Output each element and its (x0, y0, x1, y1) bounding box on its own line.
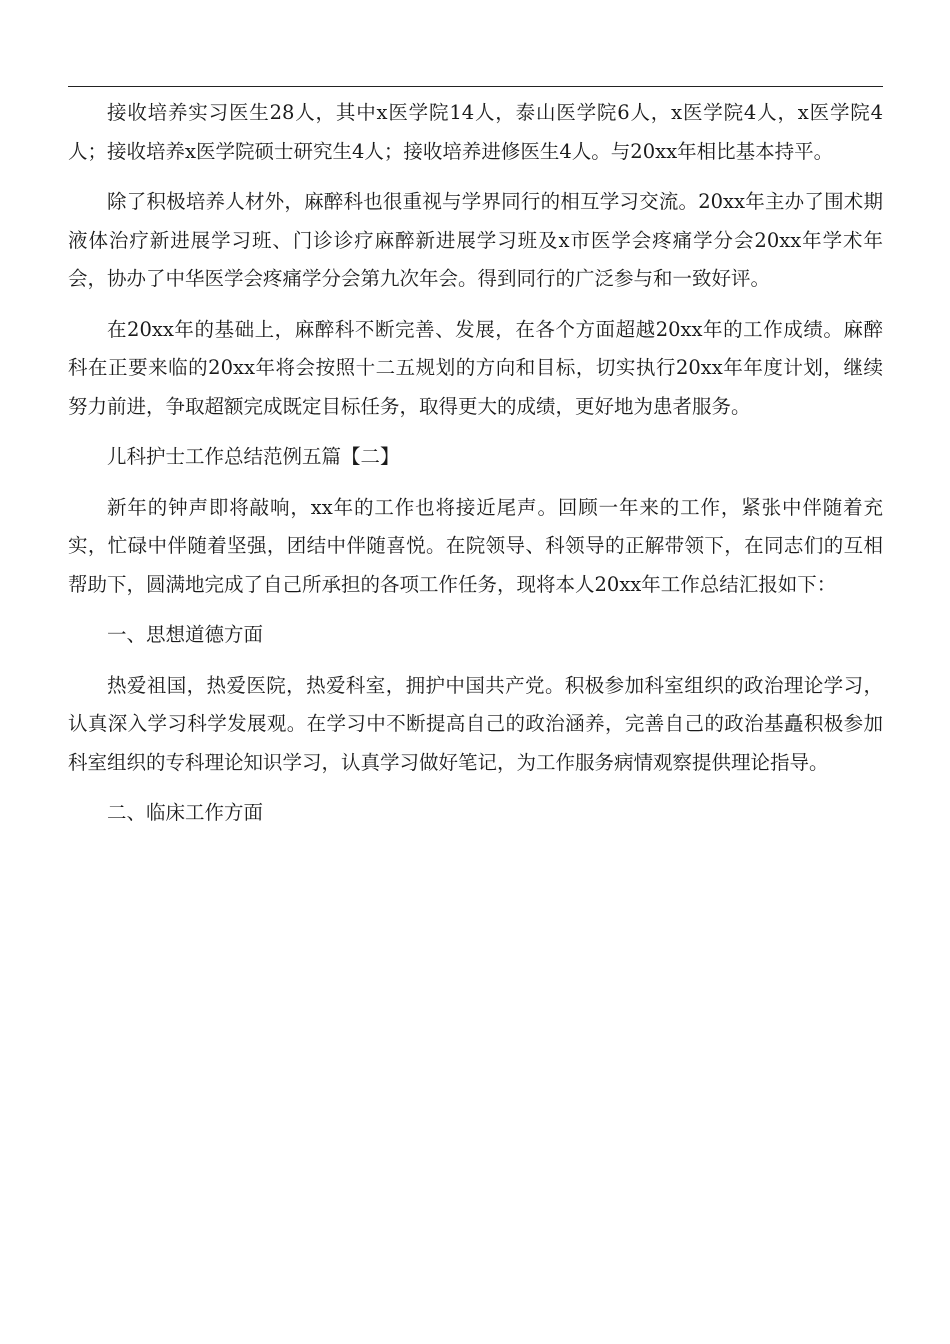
paragraph-academic-exchange: 除了积极培养人材外，麻醉科也很重视与学界同行的相互学习交流。20xx年主办了围术期液体治疗新进展学习班、门诊诊疗麻醉新进展学习班及x市医学会疼痛学分会20xx年学术年会，协办了中华医学会疼痛学分会第九次年会。得到同行的广泛参与和一致好评。 (68, 190, 883, 290)
paragraph-trainees: 接收培养实习医生28人，其中x医学院14人，泰山医学院6人，x医学院4人，x医学院4人；接收培养x医学院硕士研究生4人；接收培养进修医生4人。与20xx年相比基本持平。 (68, 101, 883, 163)
paragraph-ideology: 热爱祖国，热爱医院，热爱科室，拥护中国共产党。积极参加科室组织的政治理论学习，认真深入学习科学发展观。在学习中不断提高自己的政治涵养，完善自己的政治基矗积极参加科室组织的专科理论知识学习，认真学习做好笔记，为工作服务病情观察提供理论指导。 (68, 673, 883, 774)
document-body (68, 94, 883, 833)
header-rule (68, 86, 883, 87)
paragraph-future-plan: 在20xx年的基础上，麻醉科不断完善、发展，在各个方面超越20xx年的工作成绩。麻醉科在正要来临的20xx年将会按照十二五规划的方向和目标，切实执行20xx年年度计划，继续努力前进，争取超额完成既定目标任务，取得更大的成绩，更好地为患者服务。 (68, 317, 883, 418)
paragraph-introduction: 新年的钟声即将敲响，xx年的工作也将接近尾声。回顾一年来的工作，紧张中伴随着充实，忙碌中伴随着坚强，团结中伴随喜悦。在院领导、科领导的正解带领下，在同志们的互相帮助下，圆满地完成了自己所承担的各项工作任务，现将本人20xx年工作总结汇报如下： (68, 495, 883, 596)
section-title: 儿科护士工作总结范例五篇【二】 (107, 445, 400, 468)
heading-clinical-work: 二、临床工作方面 (107, 801, 264, 824)
heading-ideology: 一、思想道德方面 (107, 623, 264, 646)
